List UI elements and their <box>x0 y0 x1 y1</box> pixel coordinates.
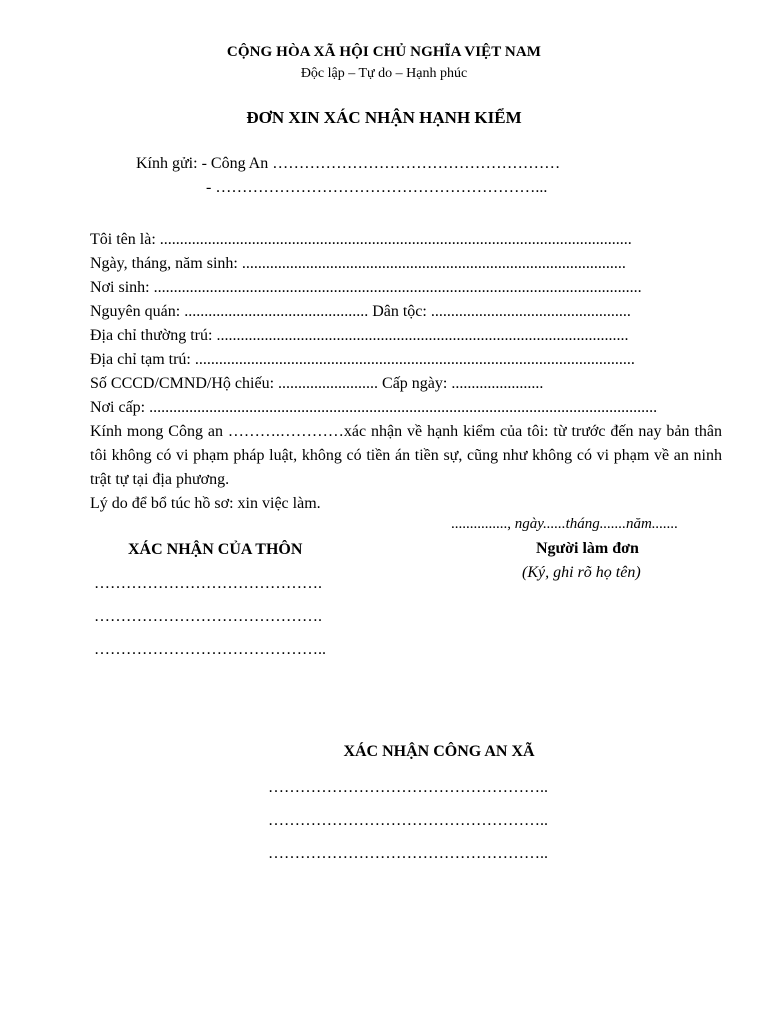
field-place-of-birth: Nơi sinh: .......................................................................................................................... <box>90 279 642 296</box>
village-confirm-line: ……………………………………. <box>94 608 322 625</box>
field-place-of-issue: Nơi cấp: ............................................................................................................................... <box>90 399 658 416</box>
applicant-info-fields <box>90 228 730 420</box>
reason-line: Lý do để bổ túc hồ sơ: xin việc làm. <box>90 495 321 512</box>
police-confirm-title: XÁC NHẬN CÔNG AN XÃ <box>343 743 535 760</box>
nation-header: CỘNG HÒA XÃ HỘI CHỦ NGHĨA VIỆT NAM <box>226 44 542 60</box>
date-place: ..............., <box>451 516 515 532</box>
police-confirm-line: …………………………………………….. <box>268 845 548 862</box>
village-confirm-line: …………………………………….. <box>94 641 326 658</box>
field-temporary-address: Địa chỉ tạm trú: .............................................................................................................. <box>90 351 635 368</box>
field-full-name: Tôi tên là: ...................................................................................................................... <box>90 231 632 248</box>
signature-hint: (Ký, ghi rõ họ tên) <box>522 564 641 581</box>
field-permanent-address: Địa chỉ thường trú: ....................................................................................................... <box>90 327 629 344</box>
police-confirm-line: …………………………………………….. <box>268 812 548 829</box>
recipient-line-2: - ……………………………………………………... <box>206 179 548 196</box>
police-confirm-line: …………………………………………….. <box>268 779 548 796</box>
date-text: ngày......tháng.......năm....... <box>514 516 679 532</box>
field-date-of-birth: Ngày, tháng, năm sinh: ................................................................................................ <box>90 255 626 272</box>
village-confirm-title: XÁC NHẬN CỦA THÔN <box>128 541 303 558</box>
recipient-line-1: Kính gửi: - Công An ……………………………………………… <box>136 155 561 172</box>
field-hometown-ethnicity: Nguyên quán: .............................................. Dân tộc: .................................................. <box>90 303 631 320</box>
signature-date <box>451 516 678 533</box>
national-motto: Độc lập – Tự do – Hạnh phúc <box>300 66 468 81</box>
field-id-number-issue-date: Số CCCD/CMND/Hộ chiếu: ......................... Cấp ngày: ....................... <box>90 375 544 392</box>
signer-title: Người làm đơn <box>536 540 639 557</box>
request-paragraph: Kính mong Công an ……….…………xác nhận về hạnh kiểm của tôi: từ trước đến nay bản thân tôi không có vi phạm pháp luật, không có tiền án tiền sự, cũng như không có vi phạm về an ninh trật tự tại địa phương. <box>90 423 722 488</box>
village-confirm-line: ……………………………………. <box>94 575 322 592</box>
document-title: ĐƠN XIN XÁC NHẬN HẠNH KIỂM <box>246 108 522 127</box>
